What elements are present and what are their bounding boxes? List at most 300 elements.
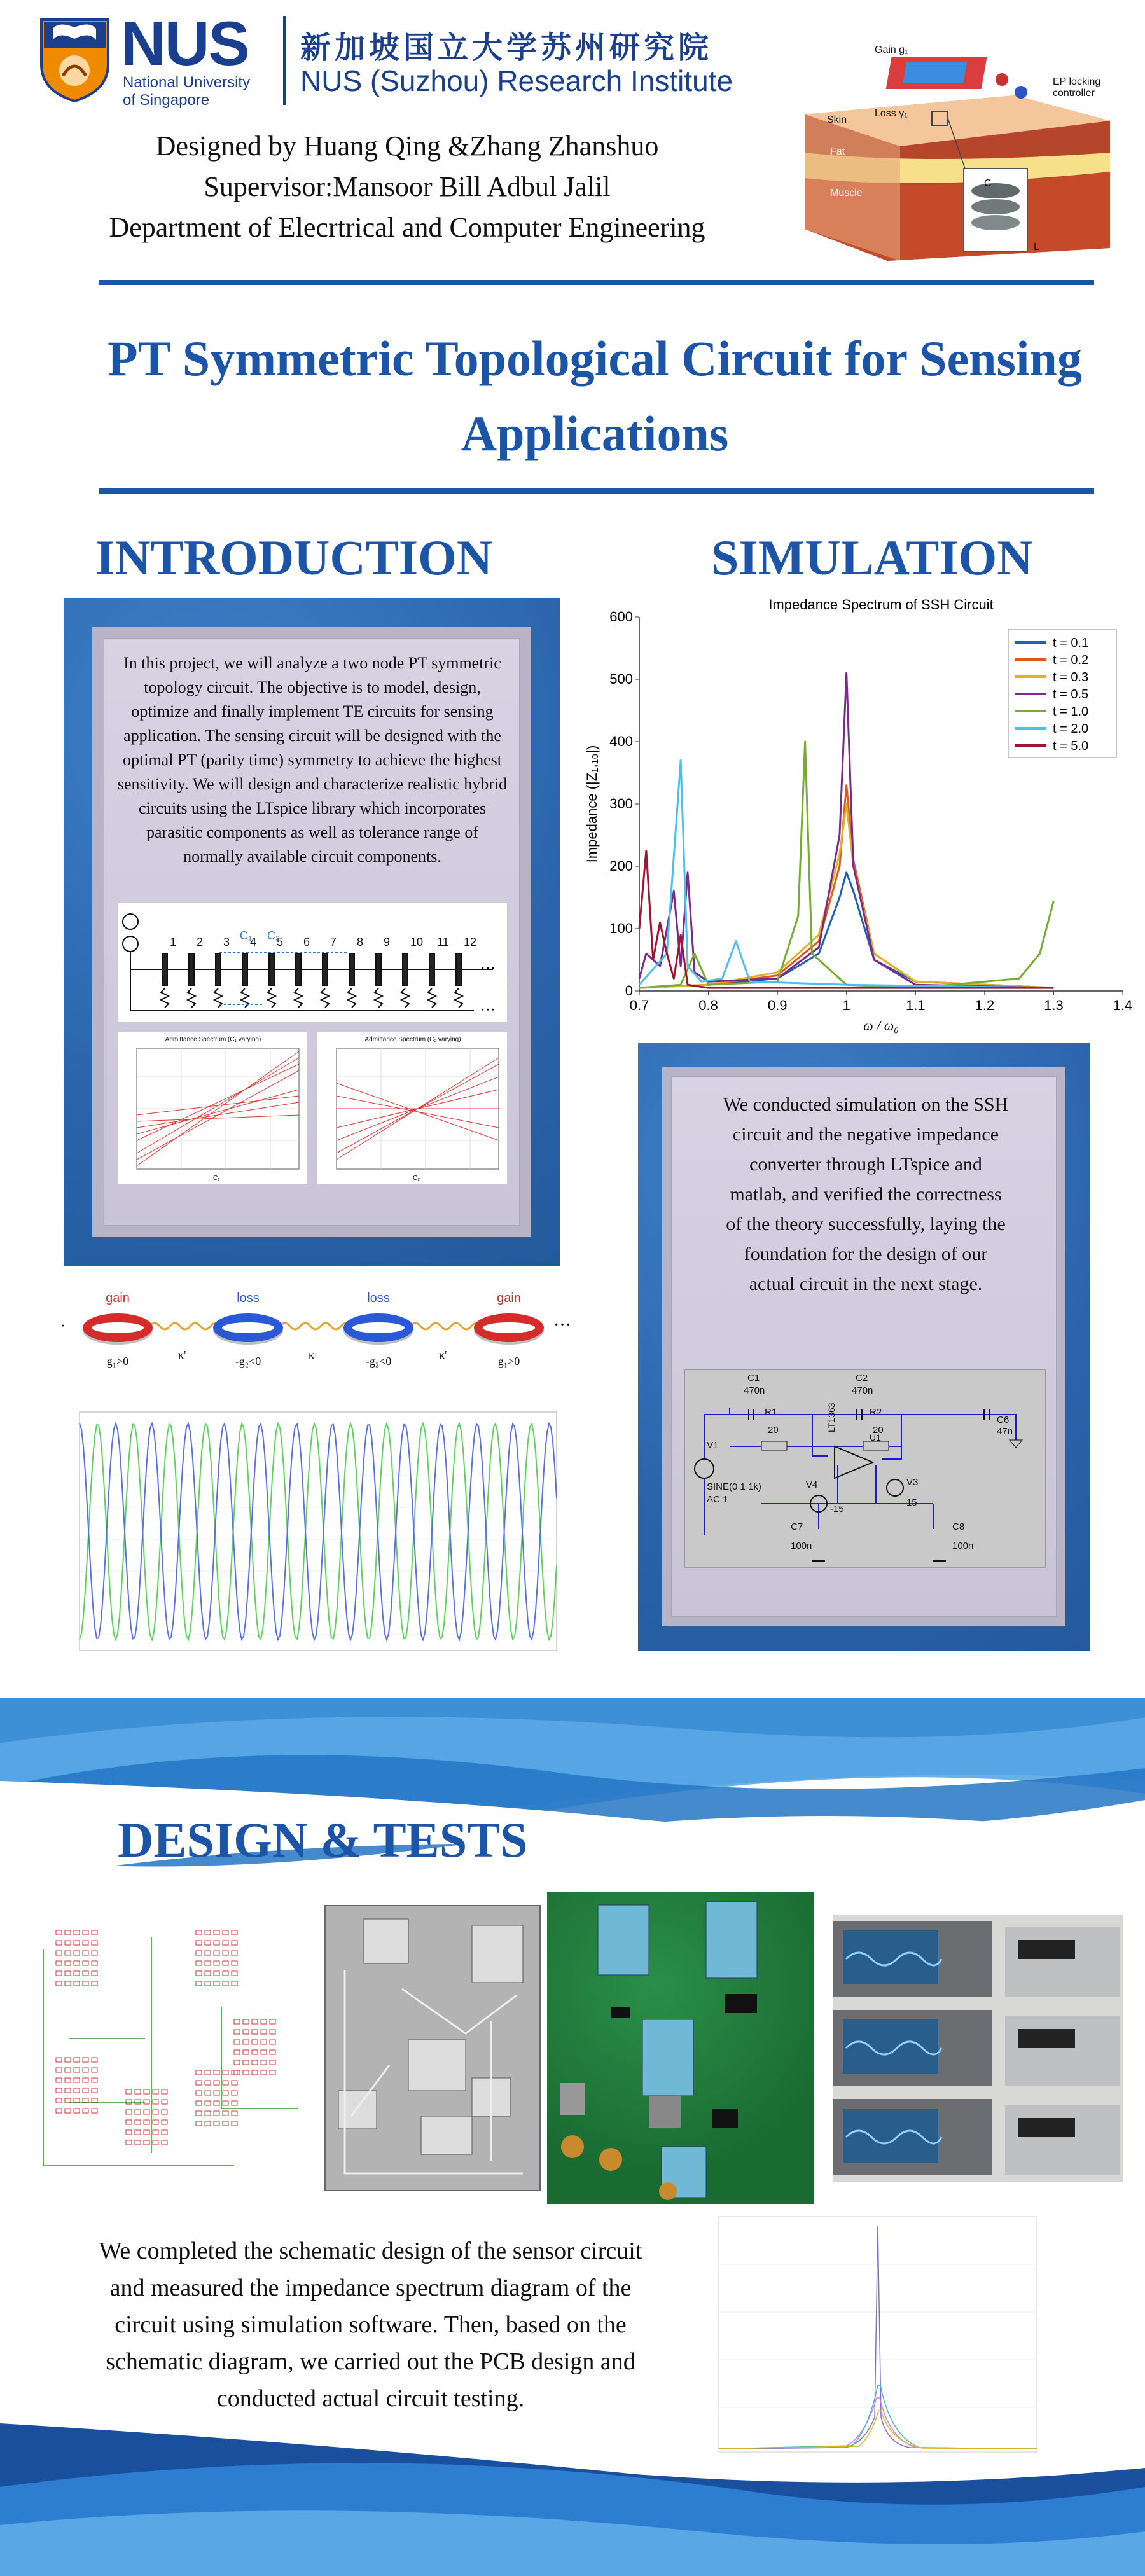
svg-text:···: ··· [480, 959, 496, 976]
pcb-photo-drawing [547, 1892, 814, 2204]
sch-c7: C7 [791, 1521, 803, 1532]
admittance-chart-c1 [117, 1032, 308, 1184]
schematic-part [234, 2030, 240, 2034]
oscilloscope-photo-drawing [833, 1915, 1123, 2182]
sch-c1: C1 [747, 1373, 760, 1383]
sch-c8v: 100n [952, 1541, 974, 1551]
sch-r2: R2 [870, 1407, 882, 1418]
series-line [639, 786, 1053, 988]
nic-schematic-wires [685, 1370, 1046, 1568]
schematic-part [270, 2030, 275, 2034]
schematic-part [135, 2120, 141, 2124]
schematic-part [65, 1961, 71, 1965]
pcb-layout-drawing [326, 1906, 542, 2192]
schematic-part [214, 1961, 219, 1965]
schematic-part [232, 1951, 237, 1955]
ladder-inductor [428, 988, 436, 1008]
poster-title [64, 321, 1126, 471]
schematic-part [223, 2111, 228, 2116]
intro-panel [64, 598, 560, 1266]
nus-crest-icon [35, 15, 114, 104]
schematic-part [162, 2089, 167, 2094]
schematic-part [74, 1941, 80, 1945]
ladder-inductor [268, 988, 275, 1008]
schematic-part [126, 2089, 132, 2094]
fig-label-l: L [1034, 242, 1039, 253]
schematic-part [223, 1971, 228, 1976]
ladder-inductor [375, 988, 382, 1008]
ladder-node-label: 7 [330, 936, 337, 948]
ladder-inductor [188, 988, 195, 1008]
schematic-part [214, 1981, 219, 1986]
ladder-node-label: 3 [223, 936, 230, 948]
svg-text:C₂: C₂ [413, 1175, 420, 1182]
ring-coupling-1: κ' [178, 1348, 186, 1361]
sensor-schematic-image [31, 1911, 317, 2204]
ladder-capacitor [189, 953, 194, 985]
schematic-part [162, 2100, 167, 2104]
schematic-part [232, 2111, 237, 2116]
schematic-part [270, 2070, 275, 2075]
schematic-part [223, 1951, 228, 1955]
ladder-capacitor [376, 953, 381, 985]
schematic-part [196, 1951, 202, 1955]
schematic-part [223, 1941, 228, 1945]
schematic-part [196, 2121, 202, 2126]
schematic-part [153, 2140, 158, 2145]
schematic-part [83, 1941, 88, 1945]
schematic-part [92, 2058, 97, 2062]
sch-v4: V4 [806, 1479, 818, 1490]
ring-label: loss [237, 1291, 260, 1305]
sch-ac: AC 1 [707, 1494, 728, 1505]
schematic-part [196, 1971, 202, 1976]
legend-label: t = 0.2 [1053, 653, 1089, 667]
legend-label: t = 0.1 [1053, 636, 1089, 650]
schematic-part [205, 1961, 211, 1965]
schematic-part [56, 1981, 62, 1986]
series-line [639, 673, 1053, 988]
ladder-inductor [348, 988, 356, 1008]
schematic-part [126, 2140, 132, 2145]
ladder-capacitor [242, 953, 247, 985]
institute-name-cn: 新加坡国立大学苏州研究院 [300, 30, 713, 66]
ring-sublabel: g₁>0 [497, 1355, 520, 1368]
admittance-chart-c1-title: Admittance Spectrum (C₁ varying) [165, 1036, 261, 1043]
intro-panel-frame [92, 627, 531, 1237]
x-tick-label: 0.9 [767, 997, 788, 1013]
schematic-part [65, 1951, 71, 1955]
sch-r1v: 20 [768, 1425, 779, 1436]
fig-label-gain: Gain g₁ [875, 45, 908, 55]
supervisor: Supervisor:Mansoor Bill Adbul Jalil [204, 171, 611, 202]
schematic-part [223, 1981, 228, 1986]
author-block [38, 126, 776, 248]
ladder-node-label: 12 [464, 936, 477, 948]
nus-acronym: NUS [121, 8, 249, 78]
fig-label-skin: Skin [827, 114, 847, 125]
schematic-part [74, 2088, 80, 2093]
ring-loss [344, 1313, 413, 1342]
schematic-part [243, 2030, 249, 2034]
x-tick-label: 1.4 [1113, 997, 1132, 1013]
sensor-schematic-drawing [31, 1911, 317, 2204]
schematic-part [65, 2088, 71, 2093]
schematic-part [196, 1930, 202, 1935]
ladder-node-label: 4 [250, 936, 257, 948]
schematic-part [214, 2121, 219, 2126]
x-axis-label: ω / ω₀ [863, 1018, 899, 1034]
schematic-part [232, 2121, 237, 2126]
sch-c7v: 100n [791, 1541, 812, 1551]
schematic-part [56, 2068, 62, 2072]
schematic-part [83, 1961, 88, 1965]
schematic-part [153, 2130, 158, 2135]
schematic-part [270, 2019, 275, 2024]
ladder-capacitor [269, 953, 274, 985]
ssh-ladder-figure [117, 902, 508, 1023]
sch-c2: C2 [856, 1373, 868, 1383]
schematic-part [261, 2040, 267, 2044]
schematic-part [83, 1971, 88, 1976]
schematic-part [56, 2098, 62, 2103]
x-tick-label: 0.7 [629, 997, 649, 1013]
svg-text:···: ··· [480, 1001, 496, 1018]
x-tick-label: 1.3 [1044, 997, 1064, 1013]
sch-c6: C6 [997, 1415, 1010, 1425]
schematic-part [232, 1981, 237, 1986]
ssh-impedance-chart-svg [572, 592, 1132, 1037]
schematic-part [223, 2091, 228, 2095]
ring-label: gain [497, 1291, 521, 1305]
schematic-part [243, 2050, 249, 2054]
schematic-part [65, 1941, 71, 1945]
schematic-part [162, 2120, 167, 2124]
ladder-node-label: 6 [303, 936, 310, 948]
schematic-part [83, 1930, 88, 1935]
ring-coupling-3: κ' [439, 1348, 447, 1361]
schematic-part [92, 1930, 97, 1935]
ring-sublabel: g₁>0 [106, 1355, 129, 1368]
ladder-inductor [455, 988, 462, 1008]
oscillation-waves [60, 1406, 569, 1663]
top-rule [99, 280, 1094, 285]
schematic-part [270, 2050, 275, 2054]
ring-sublabel: -g₂<0 [235, 1355, 261, 1368]
schematic-part [205, 1951, 211, 1955]
x-tick-label: 0.8 [698, 997, 718, 1013]
schematic-part [214, 1971, 219, 1976]
schematic-part [74, 1961, 80, 1965]
ladder-node-label: 9 [384, 936, 391, 948]
y-axis-label: Impedance (|Z₁,₁₀|) [584, 745, 600, 863]
schematic-part [83, 2109, 88, 2113]
schematic-part [252, 2040, 258, 2044]
schematic-part [196, 1981, 202, 1986]
schematic-part [144, 2089, 149, 2094]
schematic-part [223, 1961, 228, 1965]
schematic-part [214, 2111, 219, 2116]
measured-impedance-drawing [700, 2207, 1043, 2468]
legend-label: t = 5.0 [1053, 739, 1089, 753]
schematic-part [234, 2050, 240, 2054]
schematic-part [243, 2019, 249, 2024]
schematic-part [83, 1981, 88, 1986]
schematic-part [196, 2070, 202, 2075]
schematic-part [92, 1941, 97, 1945]
schematic-part [205, 2070, 211, 2075]
schematic-part [153, 2110, 158, 2114]
schematic-part [234, 2040, 240, 2044]
nic-schematic [684, 1369, 1046, 1568]
schematic-part [234, 2019, 240, 2024]
schematic-part [92, 1961, 97, 1965]
schematic-part [214, 2091, 219, 2095]
schematic-part [65, 2068, 71, 2072]
sch-c8: C8 [952, 1521, 965, 1532]
schematic-part [261, 2060, 267, 2065]
schematic-part [252, 2050, 258, 2054]
schematic-part [92, 1971, 97, 1976]
ladder-capacitor [403, 953, 408, 985]
ssh-impedance-chart [572, 592, 1132, 1037]
pcb-photo [547, 1892, 814, 2204]
measured-impedance-plot [700, 2207, 1043, 2468]
schematic-part [243, 2060, 249, 2065]
y-tick-label: 500 [609, 671, 633, 687]
fig-label-loss: Loss γ₁ [875, 108, 908, 119]
schematic-part [205, 2111, 211, 2116]
schematic-part [162, 2140, 167, 2145]
schematic-part [74, 1930, 80, 1935]
schematic-part [223, 1930, 228, 1935]
schematic-part [205, 2091, 211, 2095]
schematic-part [196, 1961, 202, 1965]
schematic-part [214, 1930, 219, 1935]
schematic-part [153, 2089, 158, 2094]
y-tick-label: 0 [625, 983, 633, 999]
simulation-panel [638, 1043, 1090, 1651]
schematic-part [65, 2078, 71, 2082]
schematic-part [223, 2121, 228, 2126]
schematic-part [252, 2060, 258, 2065]
fig-label-muscle: Muscle [830, 188, 863, 198]
ladder-inductor [401, 988, 409, 1008]
simulation-panel-inner [671, 1076, 1057, 1617]
schematic-part [144, 2110, 149, 2114]
schematic-part [92, 1951, 97, 1955]
ring-label: gain [106, 1291, 130, 1305]
oscilloscope-photo [833, 1915, 1123, 2182]
schematic-part [205, 1971, 211, 1976]
schematic-part [196, 2111, 202, 2116]
sch-u1: LT1363 [826, 1402, 836, 1432]
design-tests-heading: DESIGN & TESTS [118, 1812, 528, 1867]
schematic-part [196, 2101, 202, 2105]
y-tick-label: 200 [609, 858, 633, 874]
ladder-capacitor [456, 953, 461, 985]
legend-label: t = 1.0 [1053, 705, 1089, 719]
schematic-part [232, 2081, 237, 2085]
sch-m15: -15 [830, 1504, 844, 1514]
schematic-part [135, 2130, 141, 2135]
x-tick-label: 1.1 [905, 997, 926, 1013]
y-tick-label: 100 [609, 920, 633, 936]
admittance-chart-c2 [317, 1032, 508, 1184]
chart-title: Impedance Spectrum of SSH Circuit [768, 597, 994, 613]
schematic-part [126, 2110, 132, 2114]
sch-v3: V3 [906, 1477, 919, 1488]
legend-label: t = 0.5 [1053, 688, 1089, 702]
schematic-part [252, 2030, 258, 2034]
schematic-part [261, 2070, 267, 2075]
schematic-part [92, 2109, 97, 2113]
simulation-text: We conducted simulation on the SSH circuit and the negative impedance converter through LTspice and matlab, and verified the correctness of the theory successfully, laying the foundation for the design of our actual circuit in the next stage. [723, 1094, 1009, 1294]
schematic-part [214, 2070, 219, 2075]
sch-u1n: U1 [870, 1432, 881, 1443]
schematic-part [232, 1961, 237, 1965]
schematic-part [252, 2070, 258, 2075]
ladder-symbol-c1: C₁ [240, 929, 253, 942]
simulation-panel-frame [662, 1067, 1065, 1626]
intro-panel-inner [104, 638, 520, 1226]
admittance-chart-c1-plot [118, 1032, 309, 1185]
gain-loss-rings-figure [60, 1291, 582, 1380]
oscillation-plot [60, 1406, 569, 1663]
sch-c1v: 470n [744, 1385, 765, 1396]
schematic-part [153, 2100, 158, 2104]
schematic-part [56, 1941, 62, 1945]
sch-r2v: 20 [873, 1425, 884, 1436]
ring-gain [83, 1313, 153, 1342]
ladder-node-label: 1 [170, 936, 177, 948]
schematic-part [214, 1951, 219, 1955]
schematic-part [65, 2109, 71, 2113]
institute-name-en: NUS (Suzhou) Research Institute [300, 64, 733, 97]
schematic-part [196, 2091, 202, 2095]
admittance-chart-c2-title: Admittance Spectrum (C₂ varying) [364, 1036, 461, 1043]
department: Department of Elecrtrical and Computer Engineering [109, 212, 705, 243]
svg-text:C₁: C₁ [213, 1175, 220, 1182]
schematic-part [214, 2101, 219, 2105]
schematic-part [135, 2110, 141, 2114]
schematic-part [144, 2140, 149, 2145]
ladder-node-label: 5 [277, 936, 284, 948]
fig-label-c: C [984, 178, 992, 189]
schematic-part [56, 1930, 62, 1935]
fig-label-ep-controller: EP locking controller [1053, 76, 1101, 99]
schematic-part [205, 2081, 211, 2085]
sch-src: SINE(0 1 1k) [707, 1481, 761, 1492]
schematic-part [261, 2030, 267, 2034]
schematic-part [205, 1981, 211, 1986]
ladder-capacitor [296, 953, 301, 985]
pcb-layout-image [324, 1905, 541, 2191]
schematic-part [74, 2058, 80, 2062]
ring-loss [213, 1313, 283, 1342]
schematic-part [214, 2081, 219, 2085]
schematic-part [223, 2070, 228, 2075]
series-line [639, 742, 1053, 988]
ring-label: loss [367, 1291, 390, 1305]
schematic-part [270, 2060, 275, 2065]
schematic-part [252, 2019, 258, 2024]
design-text: We completed the schematic design of the sensor circuit and measured the impedance spectrum diagram of the circuit using simulation software. Then, based on the schematic diagram, we carried out the PCB design and conducted actual circuit testing. [99, 2238, 642, 2412]
schematic-part [65, 1930, 71, 1935]
ring-coupling-2: κ [309, 1348, 315, 1361]
legend-label: t = 2.0 [1053, 722, 1089, 736]
schematic-part [196, 1941, 202, 1945]
ring-gain [474, 1313, 544, 1342]
y-tick-label: 300 [609, 796, 633, 812]
skin-sensor-figure [798, 45, 1116, 261]
schematic-part [56, 2109, 62, 2113]
schematic-part [92, 2078, 97, 2082]
sch-p15: 15 [906, 1497, 917, 1508]
bottom-rule [99, 488, 1094, 494]
sch-r1: R1 [765, 1407, 777, 1418]
nus-logo [35, 8, 289, 109]
poster-title-line2: Applications [461, 406, 729, 461]
sch-c6v: 47n [997, 1426, 1013, 1437]
schematic-part [83, 2058, 88, 2062]
schematic-part [56, 2078, 62, 2082]
schematic-part [144, 2120, 149, 2124]
schematic-part [270, 2040, 275, 2044]
logo-divider [283, 16, 286, 105]
schematic-part [83, 2088, 88, 2093]
admittance-chart-c2-plot [317, 1032, 508, 1185]
schematic-part [261, 2050, 267, 2054]
ladder-node-label: 10 [410, 936, 424, 948]
schematic-part [135, 2140, 141, 2145]
schematic-part [56, 1961, 62, 1965]
sch-c2v: 470n [852, 1385, 873, 1396]
schematic-part [83, 1951, 88, 1955]
ladder-inductor [295, 988, 302, 1008]
schematic-part [74, 1951, 80, 1955]
schematic-part [83, 2068, 88, 2072]
schematic-part [74, 2078, 80, 2082]
introduction-heading: INTRODUCTION [95, 530, 493, 585]
schematic-part [65, 2058, 71, 2062]
schematic-part [261, 2019, 267, 2024]
schematic-part [232, 1930, 237, 1935]
schematic-part [234, 2060, 240, 2065]
schematic-part [83, 2078, 88, 2082]
legend-label: t = 0.3 [1053, 670, 1089, 684]
schematic-part [56, 1971, 62, 1976]
schematic-part [205, 2121, 211, 2126]
schematic-part [74, 2068, 80, 2072]
designers: Designed by Huang Qing &Zhang Zhanshuo [155, 130, 659, 162]
schematic-part [196, 2081, 202, 2085]
y-tick-label: 600 [609, 609, 633, 625]
schematic-part [243, 2040, 249, 2044]
svg-text:···: ··· [553, 1315, 571, 1335]
schematic-part [223, 2101, 228, 2105]
intro-text: In this project, we will analyze a two node PT symmetric topology circuit. The objective is to model, design, optimize and finally implement TE circuits for sensing application. The sensing circuit will be designed with the optimal PT (parity time) symmetry to achieve the highest sensitivity. We will design and characterize realistic hybrid circuits using the LTspice library which incorporates parasitic components as well as tolerance range of normally available circuit components. [117, 654, 508, 866]
fig-label-fat: Fat [830, 146, 845, 157]
schematic-part [153, 2120, 158, 2124]
svg-text:·: · [60, 1318, 66, 1334]
schematic-part [56, 2088, 62, 2093]
sch-v1: V1 [707, 1440, 719, 1451]
schematic-part [74, 1981, 80, 1986]
schematic-part [92, 2088, 97, 2093]
y-tick-label: 400 [609, 733, 633, 749]
ring-sublabel: -g₂<0 [365, 1355, 392, 1368]
